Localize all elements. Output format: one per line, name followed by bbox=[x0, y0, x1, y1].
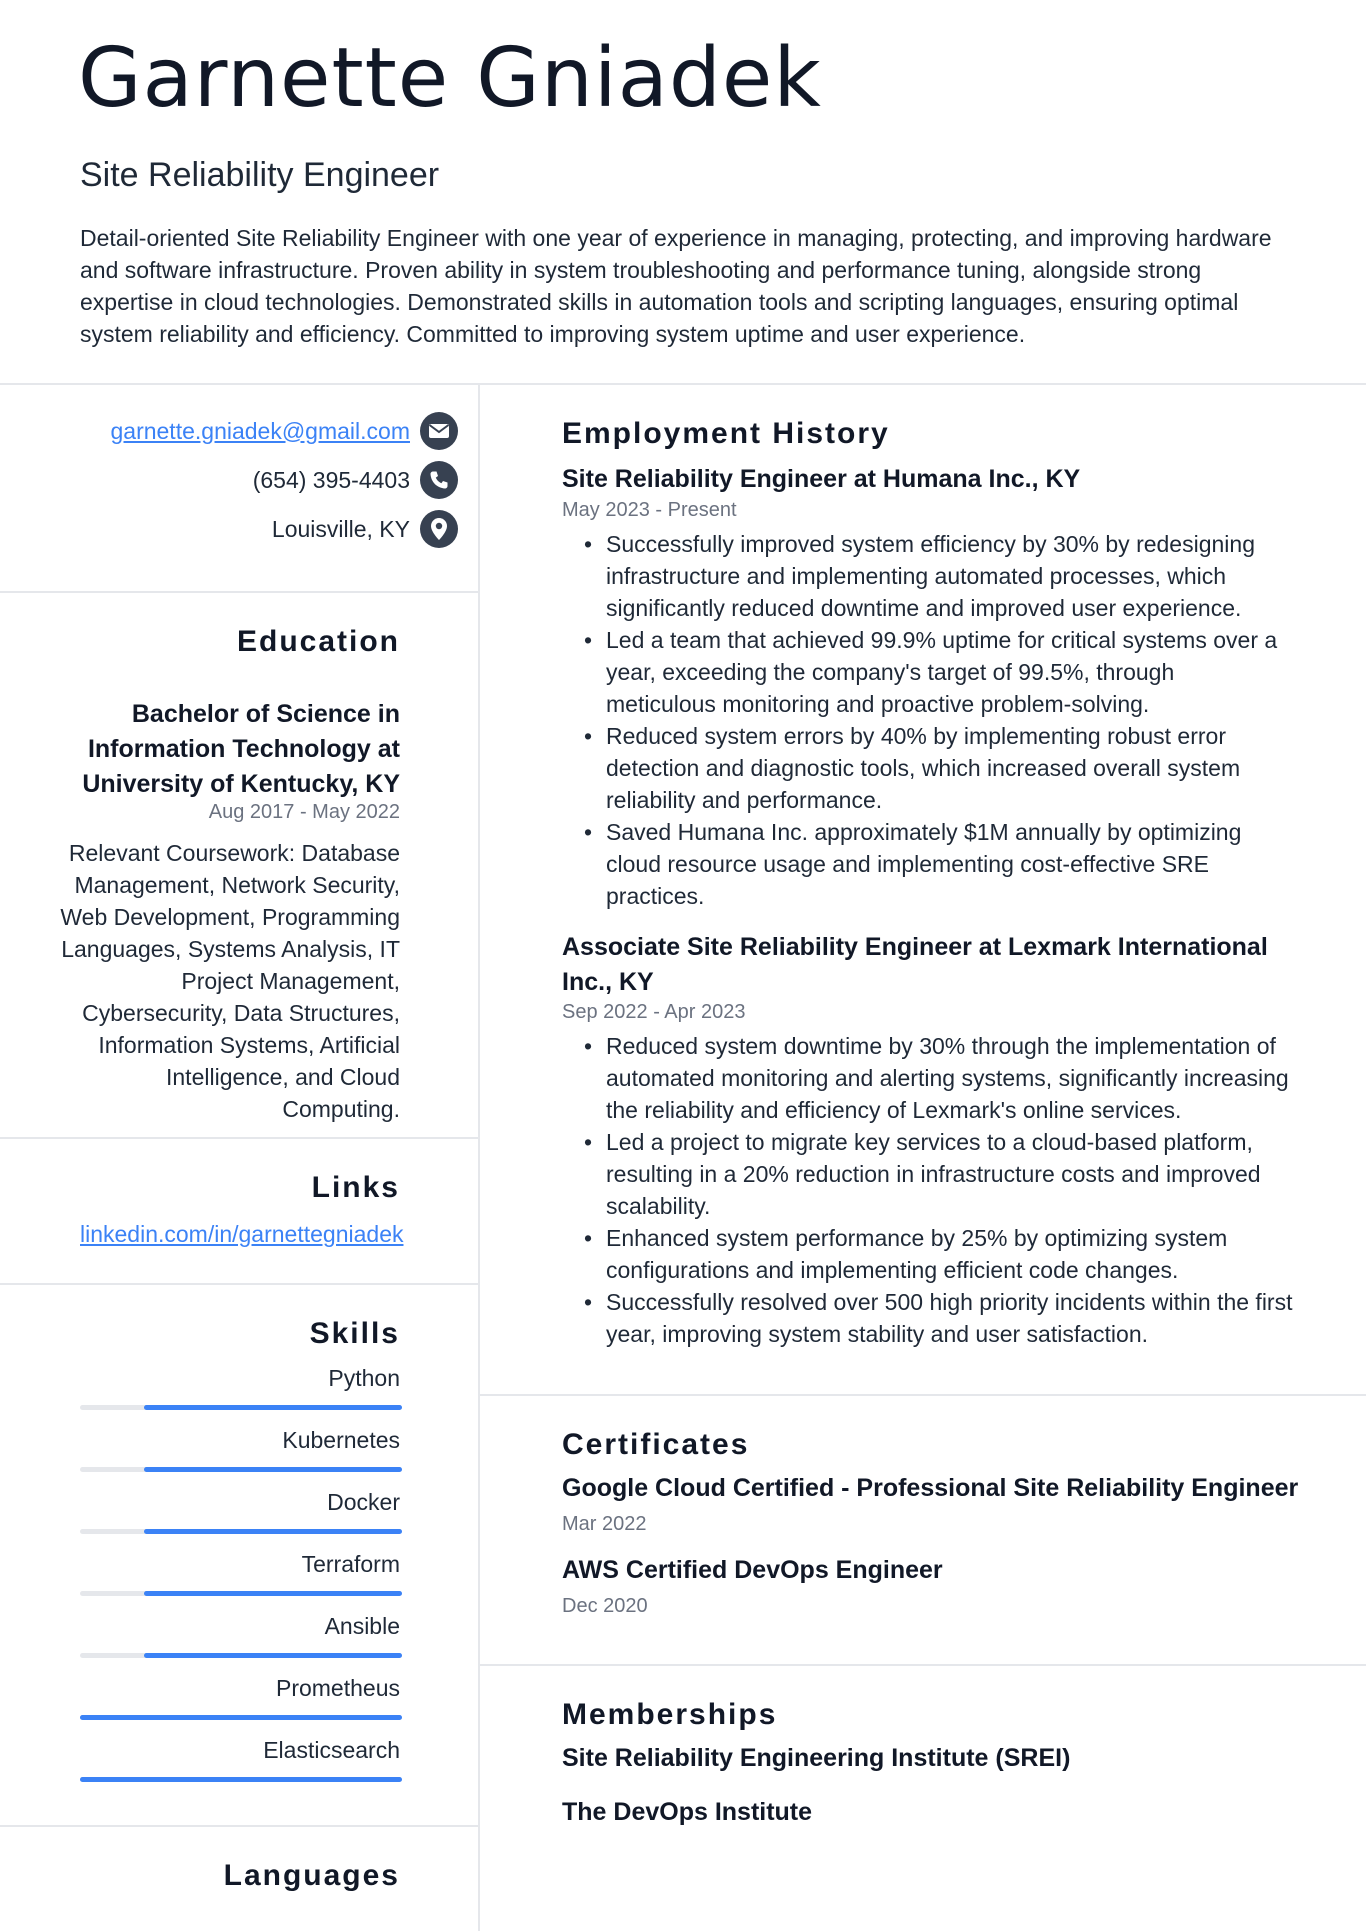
phone-number: (654) 395-4403 bbox=[252, 466, 410, 493]
skill-level-track bbox=[80, 1777, 402, 1782]
candidate-title: Site Reliability Engineer bbox=[80, 156, 440, 194]
list-item: • Enhanced system performance by 25% by optimizing system configurations and implementing efficient code changes. bbox=[562, 1222, 1302, 1286]
certificate-date: Dec 2020 bbox=[562, 1595, 648, 1617]
certificates-heading: Certificates bbox=[562, 1428, 750, 1461]
skill-level-track bbox=[80, 1653, 402, 1658]
skill-level-track bbox=[80, 1591, 402, 1596]
skill-name: Terraform bbox=[301, 1551, 400, 1577]
contact-phone-row bbox=[253, 460, 458, 500]
skill-name: Kubernetes bbox=[282, 1427, 400, 1453]
list-item: • Reduced system downtime by 30% through the implementation of automated monitoring and alerting systems, significantly increasing the reliability and efficiency of Lexmark's online services. bbox=[562, 1030, 1302, 1126]
list-item: • Saved Humana Inc. approximately $1M annually by optimizing cloud resource usage and implementing cost-effective SRE practices. bbox=[562, 816, 1282, 912]
skill-name: Docker bbox=[327, 1489, 400, 1515]
email-link[interactable]: garnette.gniadek@gmail.com bbox=[110, 417, 410, 444]
skill-level-bar bbox=[144, 1467, 402, 1472]
left-column bbox=[0, 385, 480, 1931]
skill-level-track bbox=[80, 1529, 402, 1534]
certificates-section bbox=[480, 1396, 1366, 1666]
skill-level-track bbox=[80, 1467, 402, 1472]
job-bullets bbox=[562, 528, 1282, 912]
skill-level-bar bbox=[144, 1405, 402, 1410]
skill-level-track bbox=[80, 1715, 402, 1720]
map-pin-icon bbox=[420, 510, 458, 548]
memberships-heading: Memberships bbox=[562, 1698, 778, 1731]
phone-icon bbox=[420, 461, 458, 499]
linkedin-link[interactable]: linkedin.com/in/garnettegniadek bbox=[80, 1221, 404, 1247]
skill-name: Prometheus bbox=[275, 1675, 400, 1701]
list-item: • Successfully resolved over 500 high priority incidents within the first year, improving system stability and user satisfaction. bbox=[562, 1286, 1302, 1350]
skill-name: Ansible bbox=[324, 1613, 400, 1639]
job-title: Site Reliability Engineer at Humana Inc., KY bbox=[562, 465, 1081, 493]
list-item: • Led a project to migrate key services to a cloud-based platform, resulting in a 20% reduction in infrastructure costs and improved scalability. bbox=[562, 1126, 1302, 1222]
skill-level-bar bbox=[144, 1529, 402, 1534]
skill-name: Elasticsearch bbox=[263, 1737, 400, 1763]
languages-section bbox=[0, 1827, 478, 1931]
skill-level-bar bbox=[80, 1777, 402, 1782]
job-bullets bbox=[562, 1030, 1302, 1350]
certificate-name: AWS Certified DevOps Engineer bbox=[562, 1556, 943, 1584]
skills-heading: Skills bbox=[309, 1317, 400, 1350]
employment-section bbox=[480, 385, 1366, 1396]
contact-email-row bbox=[110, 411, 458, 451]
education-degree: Bachelor of Science in Information Technology at University of Kentucky, KY bbox=[82, 700, 400, 798]
skill-level-bar bbox=[80, 1715, 402, 1720]
education-coursework: Relevant Coursework: Database Management, Network Security, Web Development, Programming Languages, Systems Analysis, IT Project Management, Cybersecurity, Data Structures, Information Systems, Artificial Intelligence, and Cloud Computing. bbox=[60, 840, 400, 1122]
list-item: • Led a team that achieved 99.9% uptime for critical systems over a year, exceeding the company's target of 99.5%, through meticulous monitoring and proactive problem-solving. bbox=[562, 624, 1282, 720]
job-dates: May 2023 - Present bbox=[562, 499, 737, 521]
right-column bbox=[480, 385, 1366, 1931]
skill-level-bar bbox=[144, 1591, 402, 1596]
list-item: • Successfully improved system efficiency by 30% by redesigning infrastructure and implementing automated processes, which significantly reduced downtime and improved user experience. bbox=[562, 528, 1282, 624]
languages-heading: Languages bbox=[223, 1859, 400, 1892]
contact-location-row bbox=[272, 509, 458, 549]
membership-name: The DevOps Institute bbox=[562, 1798, 813, 1826]
envelope-icon bbox=[420, 412, 458, 450]
job-dates: Sep 2022 - Apr 2023 bbox=[562, 1001, 746, 1023]
education-heading: Education bbox=[236, 625, 400, 658]
job-title: Associate Site Reliability Engineer at Lexmark International Inc., KY bbox=[562, 933, 1268, 996]
list-item: • Reduced system errors by 40% by implementing robust error detection and diagnostic tools, which increased overall system reliability and performance. bbox=[562, 720, 1282, 816]
memberships-section bbox=[480, 1666, 1366, 1931]
candidate-name: Garnette Gniadek bbox=[78, 31, 822, 126]
skill-name: Python bbox=[328, 1365, 400, 1391]
certificate-name: Google Cloud Certified - Professional Site Reliability Engineer bbox=[562, 1474, 1299, 1502]
employment-heading: Employment History bbox=[562, 417, 890, 450]
location-text: Louisville, KY bbox=[271, 515, 410, 542]
education-section bbox=[0, 593, 478, 1139]
links-section bbox=[0, 1139, 478, 1285]
skill-level-bar bbox=[144, 1653, 402, 1658]
resume-header bbox=[0, 0, 1366, 385]
education-dates: Aug 2017 - May 2022 bbox=[208, 801, 400, 823]
certificate-date: Mar 2022 bbox=[562, 1513, 647, 1535]
profile-summary: Detail-oriented Site Reliability Engineer with one year of experience in managing, protecting, and improving hardware and software infrastructure. Proven ability in system troubleshooting and performance tuning, alongside strong expertise in cloud technologies. Demonstrated skills in automation tools and scripting languages, ensuring optimal system reliability and efficiency. Committed to improving system uptime and user experience. bbox=[80, 225, 1272, 347]
skill-level-track bbox=[80, 1405, 402, 1410]
links-heading: Links bbox=[311, 1171, 400, 1204]
membership-name: Site Reliability Engineering Institute (SREI) bbox=[562, 1744, 1071, 1772]
contact-section bbox=[0, 385, 478, 593]
skills-section bbox=[0, 1285, 478, 1827]
